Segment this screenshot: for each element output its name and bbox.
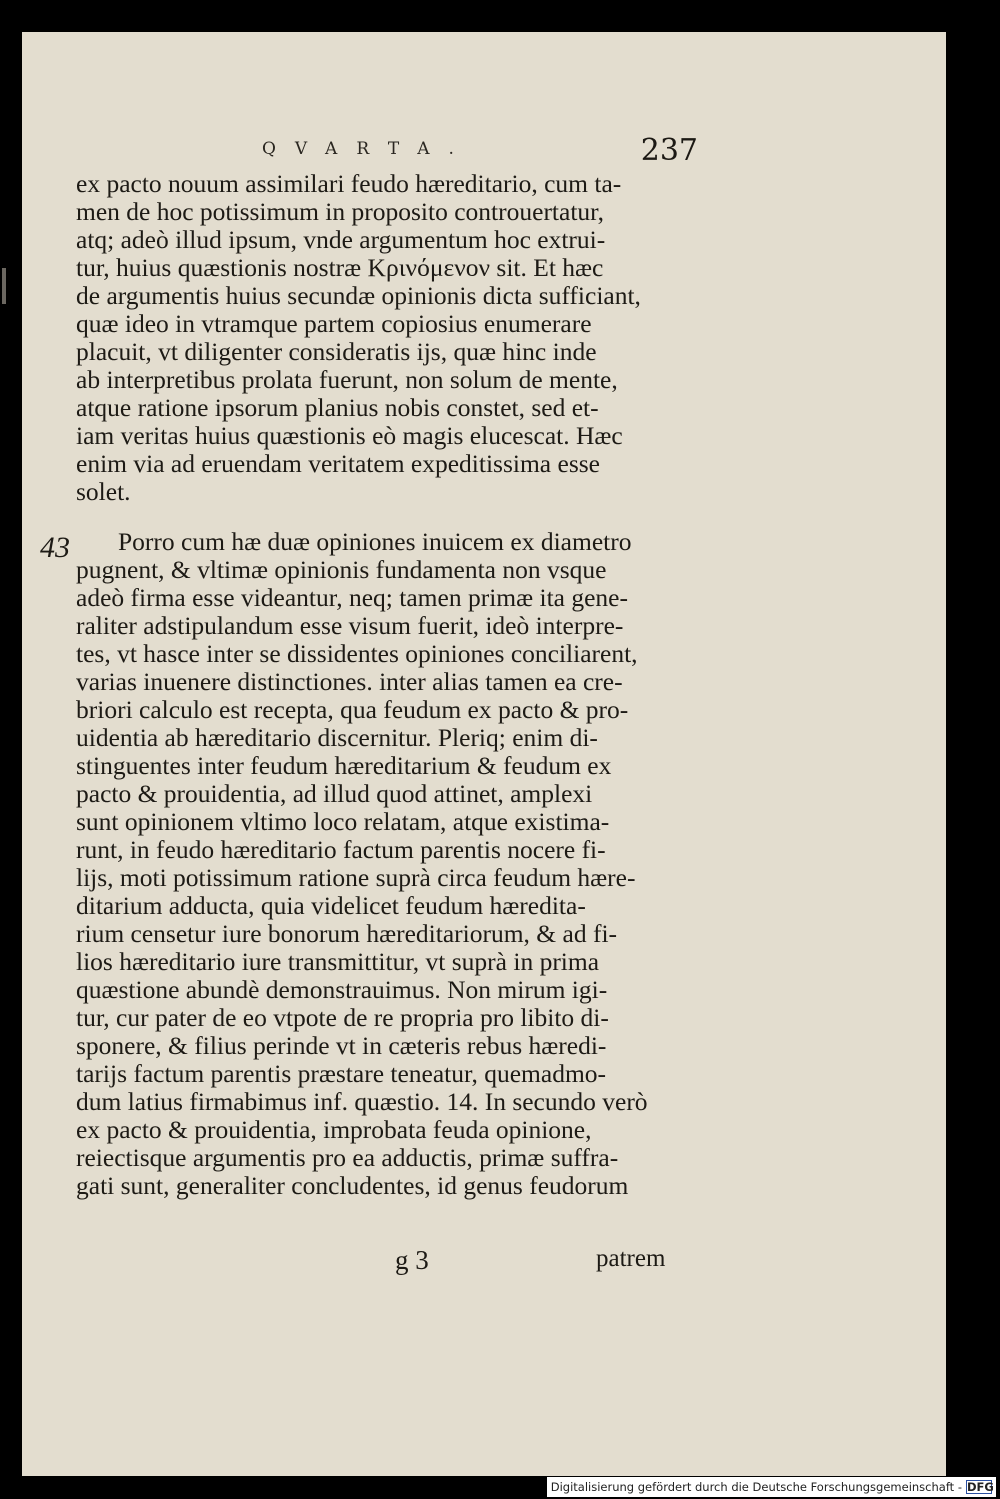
page-number: 237 <box>640 133 698 168</box>
text-line: lios hæreditario iure transmittitur, vt suprà in prima <box>76 947 600 976</box>
text-line: iam veritas huius quæstionis eò magis elucescat. Hæc <box>76 421 623 450</box>
text-line: sponere, & filius perinde vt in cæteris rebus hæredi- <box>76 1031 607 1060</box>
text-line: varias inuenere distinctiones. inter alias tamen ea cre- <box>76 667 623 696</box>
text-line: tes, vt hasce inter se dissidentes opiniones conciliarent, <box>76 639 638 668</box>
text-line: atque ratione ipsorum planius nobis constet, sed et- <box>76 393 599 422</box>
text-line: quæ ideo in vtramque partem copiosius enumerare <box>76 309 592 338</box>
text-line: Porro cum hæ duæ opiniones inuicem ex diametro <box>118 527 632 556</box>
text-line: placuit, vt diligenter consideratis ijs, quæ hinc inde <box>76 337 597 366</box>
text-line: uidentia ab hæreditario discernitur. Pleriq; enim di- <box>76 723 598 752</box>
running-title: QVARTA. <box>262 139 473 159</box>
text-line: sunt opinionem vltimo loco relatam, atque existima- <box>76 807 610 836</box>
text-line: quæstione abundè demonstrauimus. Non mirum igi- <box>76 975 608 1004</box>
text-line: briori calculo est recepta, qua feudum ex pacto & pro- <box>76 695 629 724</box>
text-line: tur, cur pater de eo vtpote de re propria pro libito di- <box>76 1003 609 1032</box>
text-line: tur, huius quæstionis nostræ Κρινόμενον sit. Et hæc <box>76 253 604 282</box>
text-line: ditarium adducta, quia videlicet feudum hæredita- <box>76 891 586 920</box>
text-line: ab interpretibus prolata fuerunt, non solum de mente, <box>76 365 618 394</box>
margin-number: 43 <box>40 531 70 564</box>
text-line: adeò firma esse videantur, neq; tamen primæ ita gene- <box>76 583 628 612</box>
text-line: pugnent, & vltimæ opinionis fundamenta non vsque <box>76 555 607 584</box>
text-line: raliter adstipulandum esse visum fuerit, ideò interpre- <box>76 611 624 640</box>
catchword: patrem <box>596 1245 666 1272</box>
text-line: tarijs factum parentis præstare teneatur, quemadmo- <box>76 1059 607 1088</box>
footer-bar <box>547 1477 996 1497</box>
text-line: stinguentes inter feudum hæreditarium & feudum ex <box>76 751 612 780</box>
text-line: pacto & prouidentia, ad illud quod attinet, amplexi <box>76 779 593 808</box>
footer-text: Digitalisierung gefördert durch die Deutsche Forschungsgemeinschaft - <box>550 1480 962 1494</box>
text-line: runt, in feudo hæreditario factum parentis nocere fi- <box>76 835 606 864</box>
text-line: solet. <box>76 477 131 506</box>
text-line: enim via ad eruendam veritatem expeditissima esse <box>76 449 600 478</box>
text-line: rium censetur iure bonorum hæreditariorum, & ad fi- <box>76 919 618 948</box>
text-line: ex pacto & prouidentia, improbata feuda opinione, <box>76 1115 592 1144</box>
page-edge-mark <box>2 268 6 304</box>
text-line: dum latius firmabimus inf. quæstio. 14. In secundo verò <box>76 1087 648 1116</box>
text-line: lijs, moti potissimum ratione suprà circa feudum hære- <box>76 863 636 892</box>
text-line: men de hoc potissimum in proposito controuertatur, <box>76 197 605 226</box>
text-line: gati sunt, generaliter concludentes, id genus feudorum <box>76 1171 629 1200</box>
text-line: atq; adeò illud ipsum, vnde argumentum hoc extrui- <box>76 225 606 254</box>
running-header <box>262 133 698 173</box>
text-line: de argumentis huius secundæ opinionis dicta sufficiant, <box>76 281 641 310</box>
text-line: reiectisque argumentis pro ea adductis, primæ suffra- <box>76 1143 619 1172</box>
signature-mark: g 3 <box>395 1245 429 1275</box>
dfg-logo-icon: DFG <box>967 1480 994 1494</box>
text-line: ex pacto nouum assimilari feudo hæreditario, cum ta- <box>76 169 622 198</box>
